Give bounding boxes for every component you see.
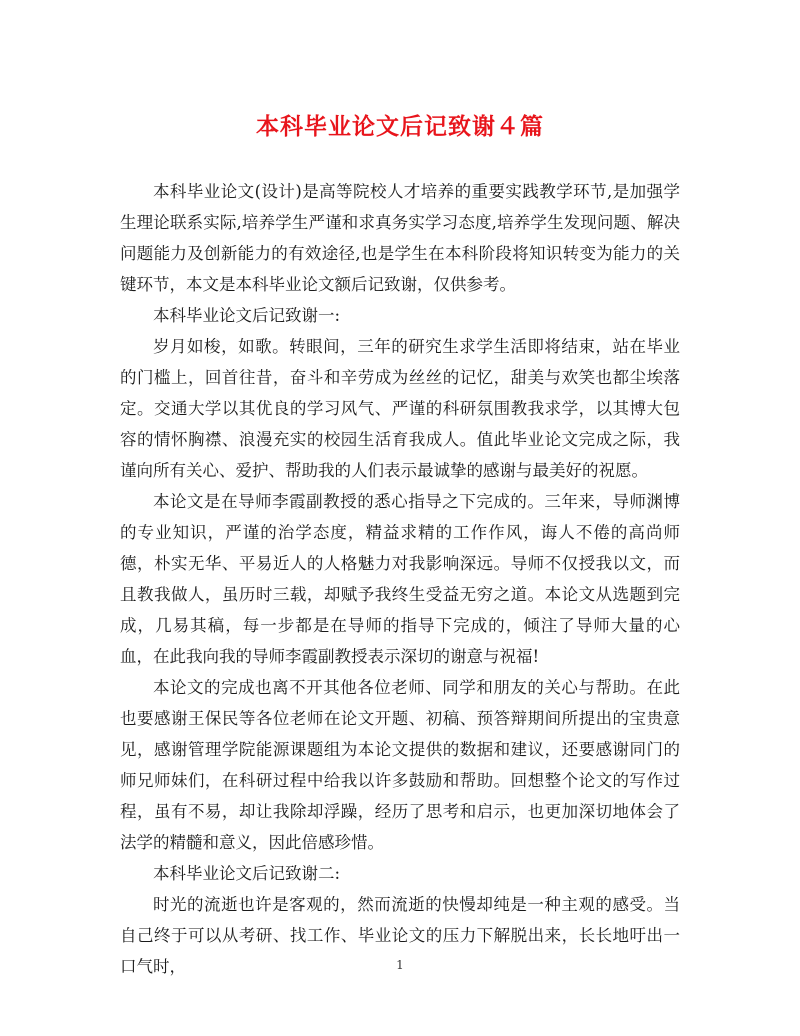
paragraph: 时光的流逝也许是客观的，然而流逝的快慢却纯是一种主观的感受。当自己终于可以从考研、找工作、毕业论文的压力下解脱出来，长长地吁出一口气时， — [120, 895, 680, 976]
intro-paragraph: 本科毕业论文(设计)是高等院校人才培养的重要实践教学环节,是加强学生理论联系实际,培养学生严谨和求真务实学习态度,培养学生发现问题、解决问题能力及创新能力的有效途径,也是学生在本科阶段将知识转变为能力的关键环节，本文是本科毕业论文额后记致谢，仅供参考。 — [120, 182, 680, 294]
paragraph: 本论文是在导师李霞副教授的悉心指导之下完成的。三年来，导师渊博的专业知识，严谨的治学态度，精益求精的工作作风，诲人不倦的高尚师德，朴实无华、平易近人的人格魅力对我影响深远。导师不仅授我以文，而且教我做人，虽历时三载，却赋予我终生受益无穷之道。本论文从选题到完成，几易其稿，每一步都是在导师的指导下完成的，倾注了导师大量的心血，在此我向我的导师李霞副教授表示深切的谢意与祝福! — [120, 492, 680, 666]
section-heading-2: 本科毕业论文后记致谢二: — [153, 864, 341, 883]
section-heading-1: 本科毕业论文后记致谢一: — [153, 306, 341, 325]
page-number: 1 — [396, 958, 404, 972]
document-title: 本科毕业论文后记致谢４篇 — [256, 113, 544, 140]
paragraph: 岁月如梭，如歌。转眼间，三年的研究生求学生活即将结束，站在毕业的门槛上，回首往昔，奋斗和辛劳成为丝丝的记忆，甜美与欢笑也都尘埃落定。交通大学以其优良的学习风气、严谨的科研氛围教我求学，以其博大包容的情怀胸襟、浪漫充实的校园生活育我成人。值此毕业论文完成之际，我谨向所有关心、爱护、帮助我的人们表示最诚挚的感谢与最美好的祝愿。 — [120, 337, 680, 480]
paragraph: 本论文的完成也离不开其他各位老师、同学和朋友的关心与帮助。在此也要感谢王保民等各位老师在论文开题、初稿、预答辩期间所提出的宝贵意见，感谢管理学院能源课题组为本论文提供的数据和建议，还要感谢同门的师兄师妹们，在科研过程中给我以许多鼓励和帮助。回想整个论文的写作过程，虽有不易，却让我除却浮躁，经历了思考和启示，也更加深切地体会了法学的精髓和意义，因此倍感珍惜。 — [120, 678, 680, 852]
document-body — [120, 176, 680, 982]
